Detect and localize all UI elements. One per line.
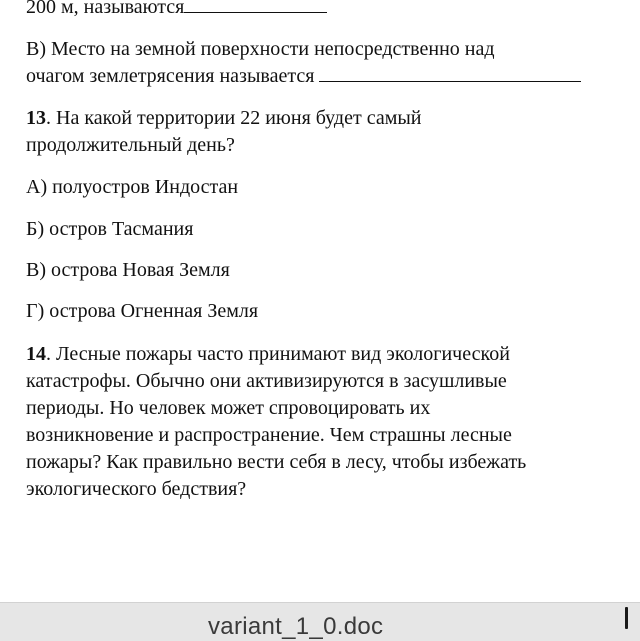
question-14-line1 — [26, 341, 636, 368]
question-13-option-b: Б) остров Тасмания — [26, 218, 194, 240]
question-13-text: . На какой территории 22 июня будет самый — [46, 107, 422, 129]
question-14-line3: периоды. Но человек может спровоцировать их — [26, 397, 431, 419]
question-14-text: . Лесные пожары часто принимают вид экологической — [46, 343, 510, 365]
document-filename[interactable]: variant_1_0.doc — [208, 613, 384, 640]
answer-blank — [184, 0, 327, 13]
document-footer-bar — [0, 602, 640, 641]
item-v-line2 — [26, 63, 636, 90]
question-14-line4: возникновение и распространение. Чем страшны лесные — [26, 424, 512, 446]
question-14-line6: экологического бедствия? — [26, 478, 247, 500]
question-13-number: 13 — [26, 107, 46, 129]
item-v-line1: В) Место на земной поверхности непосредственно над — [26, 38, 495, 60]
partial-line-text: 200 м, называются — [26, 0, 185, 18]
question-13-line1 — [26, 105, 636, 132]
question-13-line2: продолжительный день? — [26, 134, 235, 156]
question-14-line2: катастрофы. Обычно они активизируются в засушливые — [26, 370, 507, 392]
answer-blank — [319, 63, 581, 82]
question-14-number: 14 — [26, 343, 46, 365]
question-13-option-v: В) острова Новая Земля — [26, 259, 230, 281]
item-v-line2-text: очагом землетрясения называется — [26, 65, 315, 87]
question-14-line5: пожары? Как правильно вести себя в лесу, чтобы избежать — [26, 451, 527, 473]
scrollbar-thumb[interactable] — [625, 607, 628, 629]
question-13-option-g: Г) острова Огненная Земля — [26, 300, 259, 322]
question-13-option-a: А) полуостров Индостан — [26, 176, 239, 198]
partial-question-line — [26, 0, 636, 21]
